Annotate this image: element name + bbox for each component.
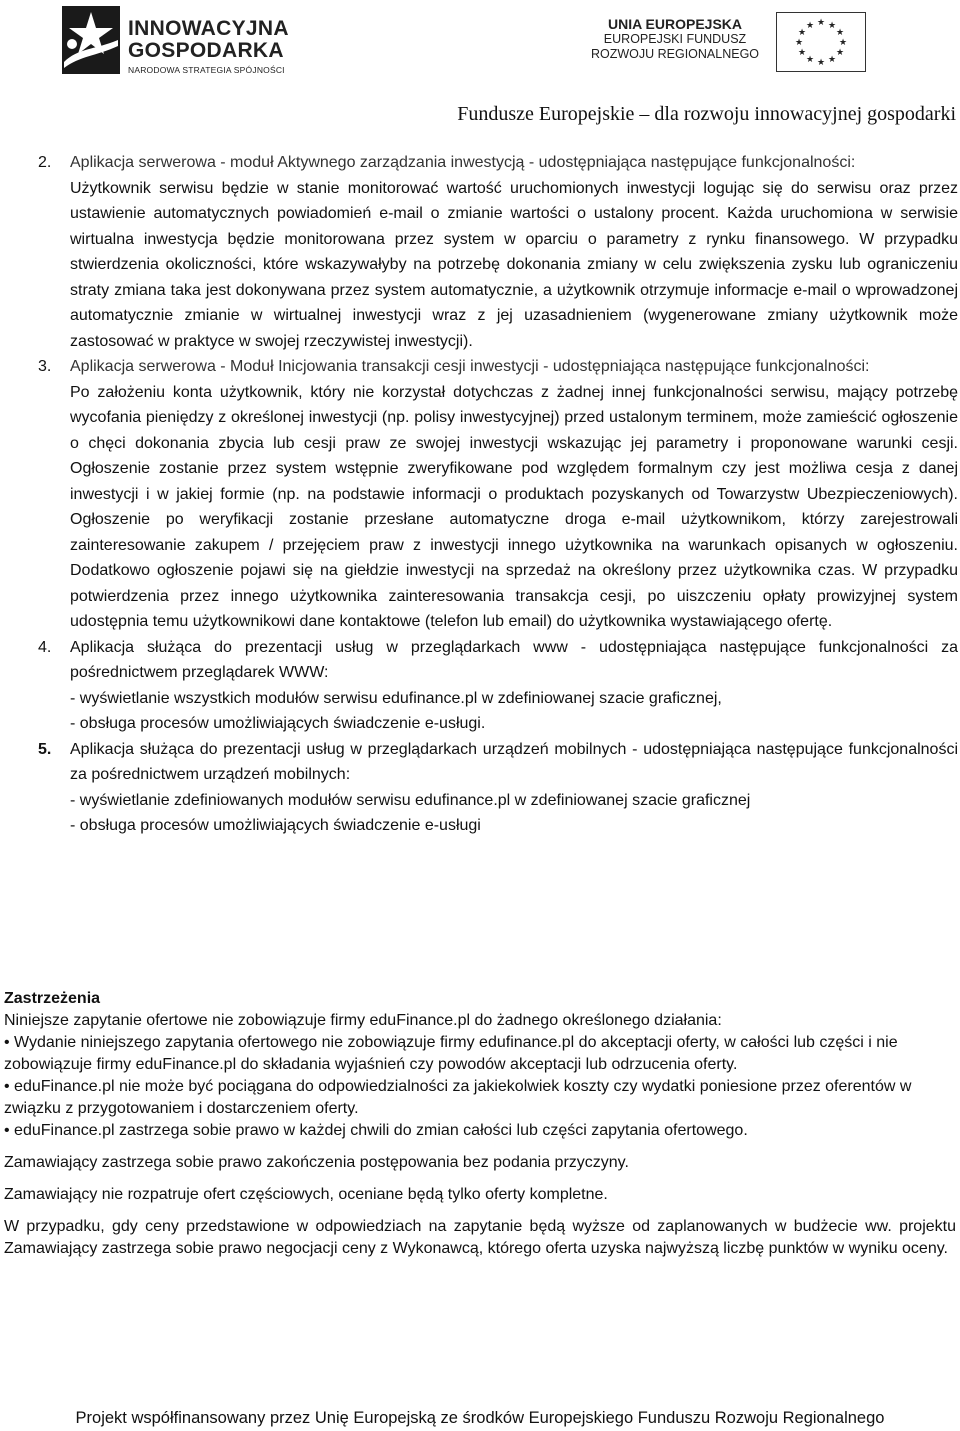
star-emblem-icon bbox=[58, 4, 122, 76]
list-item bbox=[0, 737, 960, 839]
innowacyjna-gospodarka-logo bbox=[58, 4, 318, 78]
logo-line-3: NARODOWA STRATEGIA SPÓJNOŚCI bbox=[128, 65, 285, 75]
svg-text:★: ★ bbox=[838, 38, 848, 48]
svg-text:★: ★ bbox=[835, 48, 845, 58]
item-number: 4. bbox=[38, 638, 52, 656]
item-line: - wyświetlanie wszystkich modułów serwisu edufinance.pl w zdefiniowanej szacie graficznej, bbox=[70, 689, 722, 707]
item-line: - obsługa procesów umożliwiających świadczenie e-usługi bbox=[70, 817, 481, 834]
item-heading: Aplikacja służąca do prezentacji usług w przeglądarkach urządzeń mobilnych - udostępniająca następujące funkcjonalności za pośrednictwem urządzeń mobilnych: bbox=[70, 740, 958, 783]
svg-text:★: ★ bbox=[805, 21, 815, 31]
svg-text:★: ★ bbox=[827, 21, 837, 31]
svg-text:★: ★ bbox=[816, 58, 826, 68]
reservation-paragraph: Zamawiający nie rozpatruje ofert częściowych, oceniane będą tylko oferty kompletne. bbox=[4, 1186, 608, 1203]
list-item bbox=[0, 354, 960, 635]
reservation-paragraph: Zamawiający zastrzega sobie prawo zakończenia postępowania bez podania przyczyny. bbox=[4, 1154, 629, 1171]
item-line: - obsługa procesów umożliwiających świadczenie e-usługi. bbox=[70, 715, 486, 732]
eu-logo-line-1: UNIA EUROPEJSKA bbox=[607, 16, 743, 32]
svg-text:★: ★ bbox=[797, 28, 807, 38]
header-tagline: Fundusze Europejskie – dla rozwoju innowacyjnej gospodarki bbox=[457, 103, 956, 125]
item-heading: Aplikacja służąca do prezentacji usług w przeglądarkach www - udostępniająca następujące funkcjonalności za pośrednictwem przeglądarek WWW: bbox=[70, 638, 958, 681]
list-item bbox=[0, 150, 960, 354]
svg-text:★: ★ bbox=[797, 48, 807, 58]
eu-flag-icon bbox=[776, 12, 866, 72]
bullet-item: • Wydanie niniejszego zapytania ofertowego nie zobowiązuje firmy edufinance.pl do akceptacji oferty, w całości lub części i nie zobowiązuje firmy eduFinance.pl do składania wyjaśnień czy powodów akceptacji lub odrzucenia oferty. bbox=[4, 1034, 898, 1073]
section-title: Zastrzeżenia bbox=[4, 990, 101, 1007]
item-number: 5. bbox=[38, 740, 52, 758]
item-heading: Aplikacja serwerowa - moduł Aktywnego zarządzania inwestycją - udostępniająca następujące funkcjonalności: bbox=[70, 154, 856, 171]
list-item bbox=[0, 635, 960, 737]
logo-line-1: INNOWACYJNA bbox=[128, 17, 289, 40]
svg-text:★: ★ bbox=[835, 28, 845, 38]
item-body: Po założeniu konta użytkownik, który nie korzystał dotychczas z żadnej innej funkcjonalności serwisu, mający potrzebę wycofania pieniędzy z określonej inwestycji (np. polisy inwestycyjnej) przed ustalonym terminem, może zamieścić ogłoszenie o chęci dokonania zbycia lub cesji praw ze swojej inwestycji wskazując jej parametry i proponowane warunki cesji. Ogłoszenie zostanie przez system wstępnie zweryfikowane pod względem formalnym czy jest możliwa cesja z danej inwestycji i w jakiej formie (np. na podstawie informacji o produktach pozyskanych od Towarzystw Ubezpieczeniowych). Ogłoszenie po weryfikacji zostanie przesłane automatyczne droga e-mail użytkownikom, którzy zarejestrowali zainteresowanie zakupem / przejęciem praw z inwestycji innego użytkownika na warunkach opisanych w ogłoszeniu. Dodatkowo ogłoszenie pojawi się na giełdzie inwestycji na sprzedaż na określony przez użytkownika czas. W przypadku potwierdzenia przez innego użytkownika zainteresowania transakcja cesji, po uiszczeniu opłaty prowizyjnej system udostępnia temu użytkownikowi dane kontaktowe (telefon lub email) do użytkownika wystawiającego ofertę. bbox=[70, 383, 958, 630]
bullet-item: • eduFinance.pl nie może być pociągana do odpowiedzialności za jakiekolwiek koszty czy wydatki poniesione przez oferentów w związku z przygotowaniem i dostarczeniem oferty. bbox=[4, 1078, 912, 1117]
logo-line-2: GOSPODARKA bbox=[128, 39, 284, 62]
svg-text:★: ★ bbox=[816, 18, 826, 28]
reservation-paragraph: W przypadku, gdy ceny przedstawione w odpowiedziach na zapytanie będą wyższe od zaplanowanych w budżecie ww. projektu Zamawiający zastrzega sobie prawo negocjacji ceny z Wykonawcą, którego oferta uzyska najwyższą liczbę punktów w wyniku oceny. bbox=[4, 1218, 956, 1257]
eu-logo-line-2: EUROPEJSKI FUNDUSZ bbox=[603, 32, 747, 46]
eu-fund-logo bbox=[586, 12, 926, 72]
reservations-intro: Niniejsze zapytanie ofertowe nie zobowiązuje firmy eduFinance.pl do żadnego określonego działania: bbox=[4, 1012, 722, 1029]
eu-logo-line-3: ROZWOJU REGIONALNEGO bbox=[590, 47, 760, 61]
svg-text:★: ★ bbox=[794, 38, 804, 48]
reservations-section bbox=[4, 988, 956, 1260]
svg-text:★: ★ bbox=[805, 55, 815, 65]
item-number: 3. bbox=[38, 358, 52, 375]
bullet-item: • eduFinance.pl zastrzega sobie prawo w każdej chwili do zmian całości lub części zapytania ofertowego. bbox=[4, 1122, 748, 1139]
page-header bbox=[0, 0, 960, 130]
item-body: Użytkownik serwisu będzie w stanie monitorować wartość uruchomionych inwestycji logując się do serwisu oraz przez ustawienie automatycznych powiadomień e-mail o zmianie wartości o ustalony procent. Każda uruchomiona w serwisie wirtualna inwestycja będzie monitorowana przez system w oparciu o parametry z rynku finansowego. W przypadku stwierdzenia okoliczności, które wskazywałyby na potrzebę dokonania zmiany w celu zwiększenia zysku lub ograniczeniu straty zmiana taka jest dokonywana przez system automatycznie, a użytkownik otrzymuje informacje e-mail o wprowadzonej automatycznie zmianie w wirtualnej inwestycji wraz z jej uzasadnieniem (wygenerowane zmiany użytkownik może zastosować w praktyce w swojej rzeczywistej inwestycji). bbox=[70, 179, 958, 350]
main-content bbox=[0, 150, 960, 839]
item-number: 2. bbox=[38, 154, 52, 171]
svg-text:★: ★ bbox=[827, 55, 837, 65]
page-footer: Projekt współfinansowany przez Unię Europejską ze środków Europejskiego Funduszu Rozwoju Regionalnego bbox=[75, 1409, 885, 1427]
item-heading: Aplikacja serwerowa - Moduł Inicjowania transakcji cesji inwestycji - udostępniająca następujące funkcjonalności: bbox=[70, 358, 870, 375]
item-line: - wyświetlanie zdefiniowanych modułów serwisu edufinance.pl w zdefiniowanej szacie graficznej bbox=[70, 791, 751, 809]
